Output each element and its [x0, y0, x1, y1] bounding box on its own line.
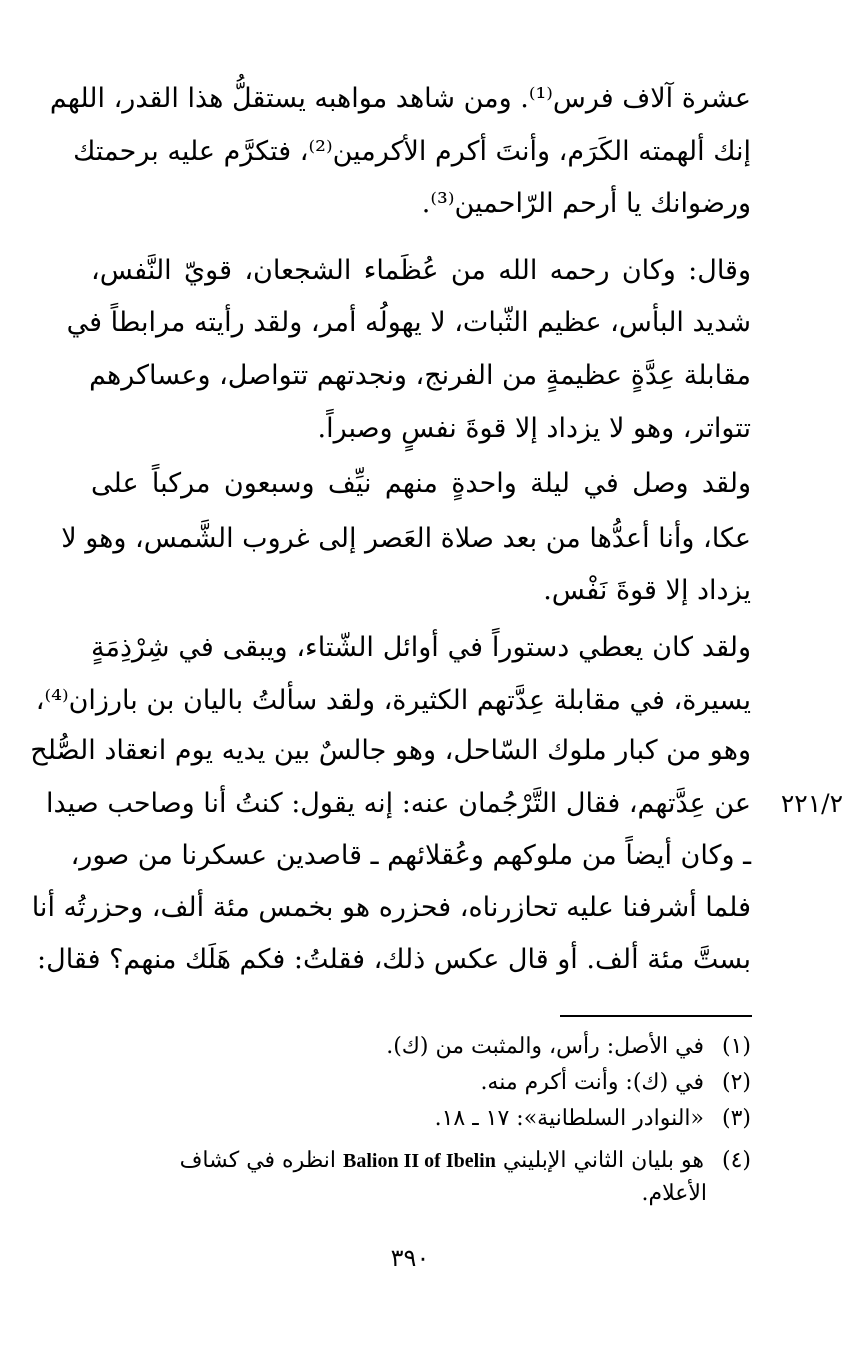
footnote-separator	[560, 1015, 752, 1017]
body-line: يزداد إلا قوةَ نَفْس.	[543, 575, 751, 606]
footnote-text: انظره في كشاف	[179, 1148, 337, 1173]
body-line: ورضوانك يا أرحم الرّاحمين⁽³⁾.	[421, 188, 751, 219]
body-line: عكا، وأنا أعدُّها من بعد صلاة العَصر إلى غروب الشَّمس، وهو لا	[61, 523, 751, 554]
footnote-number: (٢)	[721, 1070, 751, 1095]
body-line: شديد البأس، عظيم الثّبات، لا يهولُه أمر، ولقد رأيته مرابطاً في	[66, 307, 751, 338]
body-line: تتواتر، وهو لا يزداد إلا قوةَ نفسٍ وصبراً.	[317, 413, 751, 444]
body-line: ولقد وصل في ليلة واحدةٍ منهم نيِّف وسبعون مركباً على	[91, 468, 751, 499]
body-line: وهو من كبار ملوك السّاحل، وهو جالسٌ بين يديه يوم انعقاد الصُّلح	[30, 735, 751, 766]
body-line: عن عِدَّتهم، فقال التَّرْجُمان عنه: إنه يقول: كنتُ أنا وصاحب صيدا	[45, 788, 751, 819]
footnote-number: (٤)	[721, 1148, 751, 1173]
footnote-text: «النوادر السلطانية»: ١٧ ـ ١٨.	[434, 1106, 704, 1131]
body-line: مقابلة عِدَّةٍ عظيمةٍ من الفرنج، ونجدتهم تتواصل، وعساكرهم	[89, 360, 751, 391]
body-line: ولقد كان يعطي دستوراً في أوائل الشّتاء، ويبقى في شِرْذِمَةٍ	[91, 632, 751, 663]
body-line: يسيرة، في مقابلة عِدَّتهم الكثيرة، ولقد سألتُ باليان بن بارزان⁽⁴⁾،	[35, 685, 751, 716]
footnote-text: هو بليان الثاني الإبليني	[502, 1148, 704, 1173]
footnote	[51, 1031, 751, 1063]
footnote-number: (٣)	[721, 1106, 751, 1131]
footnote	[51, 1103, 751, 1135]
body-line: بستَّ مئة ألف. أو قال عكس ذلك، فقلتُ: فكم هَلَك منهم؟ فقال:	[36, 944, 751, 975]
body-line: وقال: وكان رحمه الله من عُظَماء الشجعان، قويّ النَّفس،	[91, 255, 751, 286]
body-line: عشرة آلاف فرس⁽¹⁾. ومن شاهد مواهبه يستقلُّ هذا القدر، اللهم	[49, 83, 751, 114]
body-line: إنك ألهمته الكَرَم، وأنتَ أكرم الأكرمين⁽²⁾، فتكرَّم عليه برحمتك	[73, 136, 751, 167]
body-line: ـ وكان أيضاً من ملوكهم وعُقلائهم ـ قاصدين عسكرنا من صور،	[70, 840, 751, 871]
footnote-text: في (ك): وأنت أكرم منه.	[480, 1070, 704, 1095]
margin-reference: ٢٢١/٢	[780, 789, 843, 818]
footnote-latin-name: Balion II of Ibelin	[343, 1150, 496, 1172]
footnote-number: (١)	[721, 1034, 751, 1059]
footnote	[51, 1145, 751, 1177]
body-line: فلما أشرفنا عليه تحازرناه، فحزره هو بخمس مئة ألف، وحزرتُه أنا	[31, 892, 751, 923]
footnote-text: في الأصل: رأس، والمثبت من (ك).	[386, 1034, 704, 1059]
footnote-continuation: الأعلام.	[641, 1181, 707, 1206]
page-number: ٣٩٠	[390, 1244, 430, 1272]
footnote	[51, 1067, 751, 1099]
